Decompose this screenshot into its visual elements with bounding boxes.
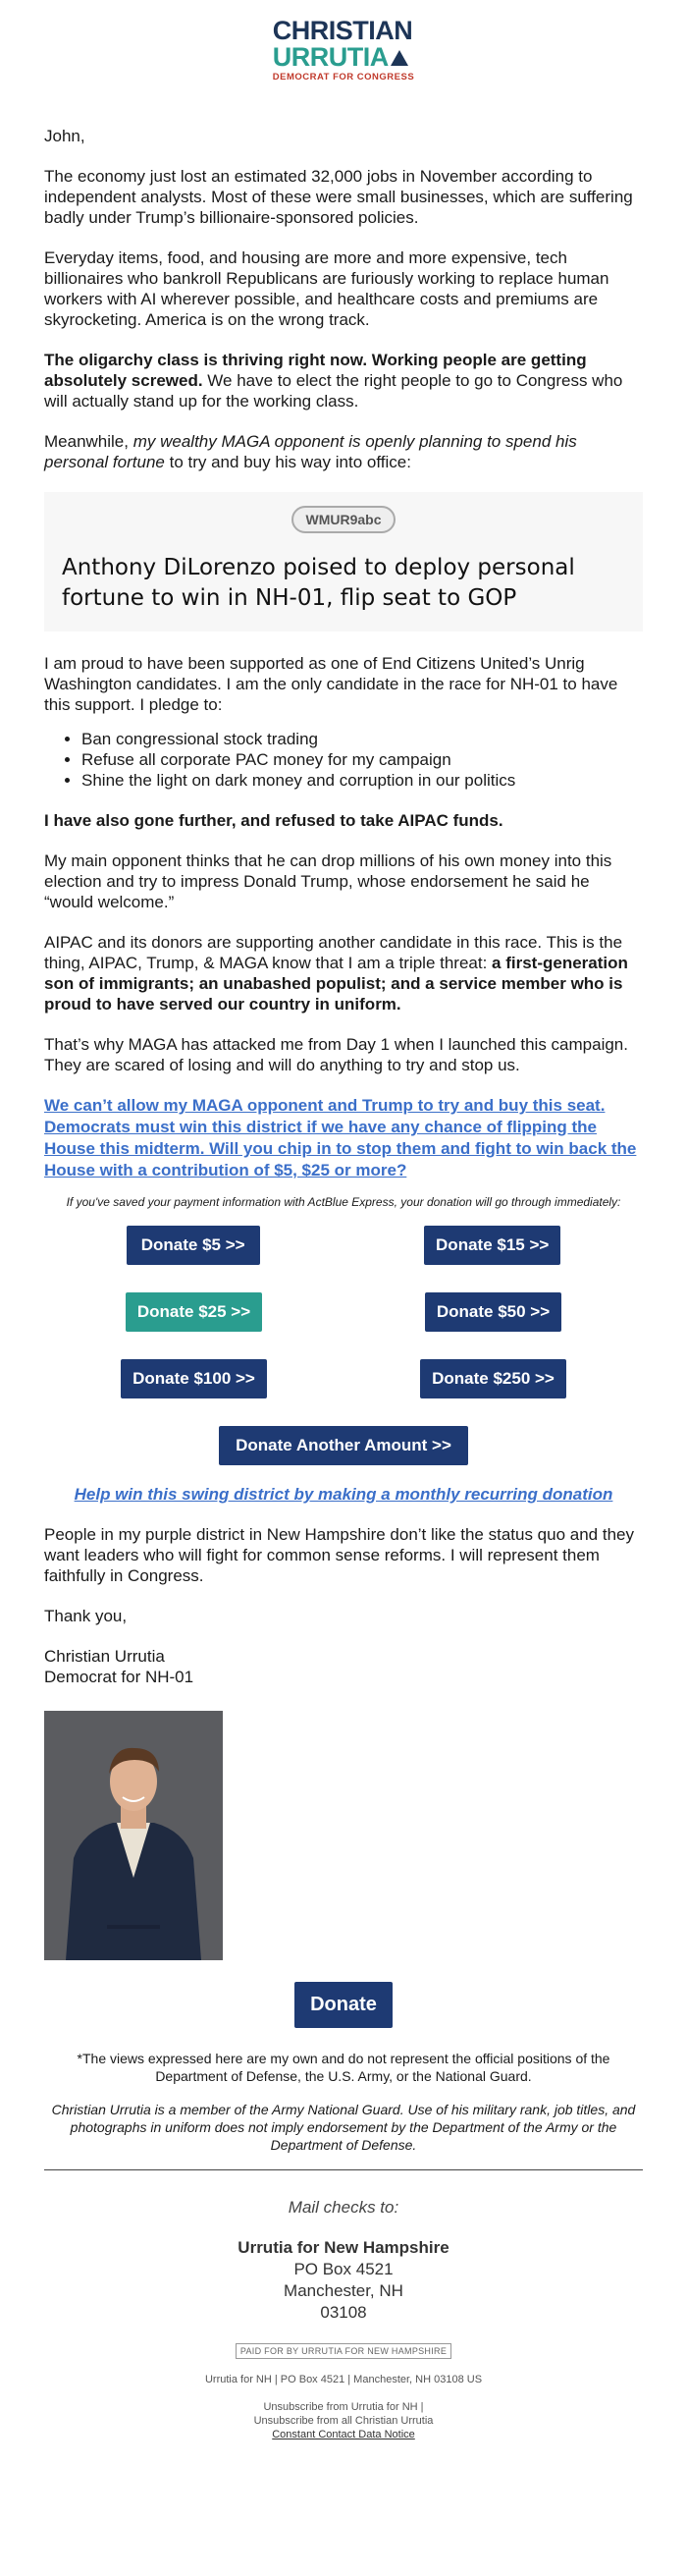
paragraph-purple-district: People in my purple district in New Hampshire don’t like the status quo and they want leaders who will fight for common sense reforms. I will represent them faithfully in Congress. <box>44 1525 634 1585</box>
pledge-item: • Refuse all corporate PAC money for my campaign <box>81 749 643 770</box>
monthly-donation-link[interactable]: Help win this swing district by making a monthly recurring donation <box>74 1485 613 1504</box>
candidate-portrait-image <box>44 1711 223 1960</box>
paragraph-millions: My main opponent thinks that he can drop millions of his own money into this election and try to impress Donald Trump, whose endorsement he said he “would welcome.” <box>44 851 612 911</box>
campaign-logo <box>44 0 643 82</box>
disclaimer-guard: Christian Urrutia is a member of the Army National Guard. Use of his military rank, job titles, and photographs in uniform does not imply endorsement by the Department of the Army or the Department of Defense. <box>51 2102 636 2153</box>
wmur-logo: WMUR9abc <box>291 506 395 533</box>
pledge-item: • Shine the light on dark money and corruption in our politics <box>81 770 643 791</box>
pledge-list <box>44 729 643 791</box>
news-clipping <box>44 492 643 631</box>
email-body <box>44 0 643 2441</box>
actblue-note: If you've saved your payment information with ActBlue Express, your donation will go through immediately: <box>66 1195 621 1209</box>
mountain-icon <box>391 50 408 66</box>
donate-other-button[interactable]: Donate Another Amount >> <box>219 1426 468 1465</box>
donate-50-button[interactable]: Donate $50 >> <box>425 1292 561 1332</box>
constant-contact-link[interactable]: Constant Contact Data Notice <box>272 2429 415 2440</box>
logo-line-1: CHRISTIAN <box>272 16 413 45</box>
paragraph-oligarchy: The oligarchy class is thriving right now. Working people are getting absolutely screwed. We have to elect the right people to go to Congress who will actually stand up for the working class. <box>44 351 623 411</box>
donate-250-button[interactable]: Donate $250 >> <box>420 1359 566 1398</box>
paragraph-economy: The economy just lost an estimated 32,000 jobs in November according to independent analysts. Most of these were small businesses, which are suffering badly under Trump’s billionaire-sponsored policies. <box>44 167 633 227</box>
pledge-item: • Ban congressional stock trading <box>81 729 643 749</box>
unsubscribe-all-link[interactable]: Unsubscribe from all Christian Urrutia <box>253 2415 434 2427</box>
mail-address: Urrutia for New Hampshire PO Box 4521 Manchester, NH 03108 <box>238 2238 449 2322</box>
paragraph-aipac: I have also gone further, and refused to take AIPAC funds. <box>44 811 503 830</box>
disclaimer-views: *The views expressed here are my own and do not represent the official positions of the Department of Defense, the U.S. Army, or the National Guard. <box>77 2051 610 2084</box>
logo-tagline: DEMOCRAT FOR CONGRESS <box>272 72 415 82</box>
cta-link[interactable]: We can’t allow my MAGA opponent and Trump to try and buy this seat. Democrats must win this district if we have any chance of flipping the House this midterm. Will you chip in to stop them and fight to win back the House with a contribution of $5, $25 or more? <box>44 1096 637 1179</box>
paragraph-attacked: That’s why MAGA has attacked me from Day 1 when I launched this campaign. They are scared of losing and will do anything to try and stop us. <box>44 1035 628 1074</box>
paragraph-triple-threat: AIPAC and its donors are supporting another candidate in this race. This is the thing, AIPAC, Trump, & MAGA know that I am a triple threat: a first-generation son of immigrants; an unabashed populist; and a service member who is proud to have served our country in uniform. <box>44 933 628 1014</box>
paragraph-ecu: I am proud to have been supported as one of End Citizens United’s Unrig Washington candidates. I am the only candidate in the race for NH-01 to have this support. I pledge to: <box>44 654 618 714</box>
donate-main-button[interactable]: Donate <box>294 1982 393 2028</box>
donate-15-button[interactable]: Donate $15 >> <box>424 1226 560 1265</box>
paragraph-costs: Everyday items, food, and housing are more and more expensive, tech billionaires who bankroll Republicans are furiously working to replace human workers with AI wherever possible, and healthcare costs and premiums are skyrocketing. America is on the wrong track. <box>44 248 609 329</box>
unsubscribe-link[interactable]: Unsubscribe from Urrutia for NH | <box>263 2401 424 2413</box>
signoff: Thank you, <box>44 1607 128 1625</box>
donate-25-button[interactable]: Donate $25 >> <box>126 1292 262 1332</box>
signature: Christian Urrutia Democrat for NH-01 <box>44 1647 194 1686</box>
news-headline: Anthony DiLorenzo poised to deploy personal fortune to win in NH-01, flip seat to GOP <box>62 555 575 611</box>
paid-for-badge: PAID FOR BY URRUTIA FOR NEW HAMPSHIRE <box>236 2343 451 2359</box>
greeting: John, <box>44 127 85 145</box>
donate-5-button[interactable]: Donate $5 >> <box>127 1226 260 1265</box>
logo-line-2: URRUTIA <box>272 42 389 72</box>
candidate-photo <box>44 1711 223 1960</box>
footer <box>44 2373 643 2441</box>
mail-heading: Mail checks to: <box>288 2198 399 2217</box>
footer-address: Urrutia for NH | PO Box 4521 | Manchester, NH 03108 US <box>204 2374 483 2385</box>
paragraph-opponent: Meanwhile, my wealthy MAGA opponent is openly planning to spend his personal fortune to try and buy his way into office: <box>44 432 577 471</box>
divider <box>44 2169 643 2170</box>
donate-100-button[interactable]: Donate $100 >> <box>121 1359 267 1398</box>
